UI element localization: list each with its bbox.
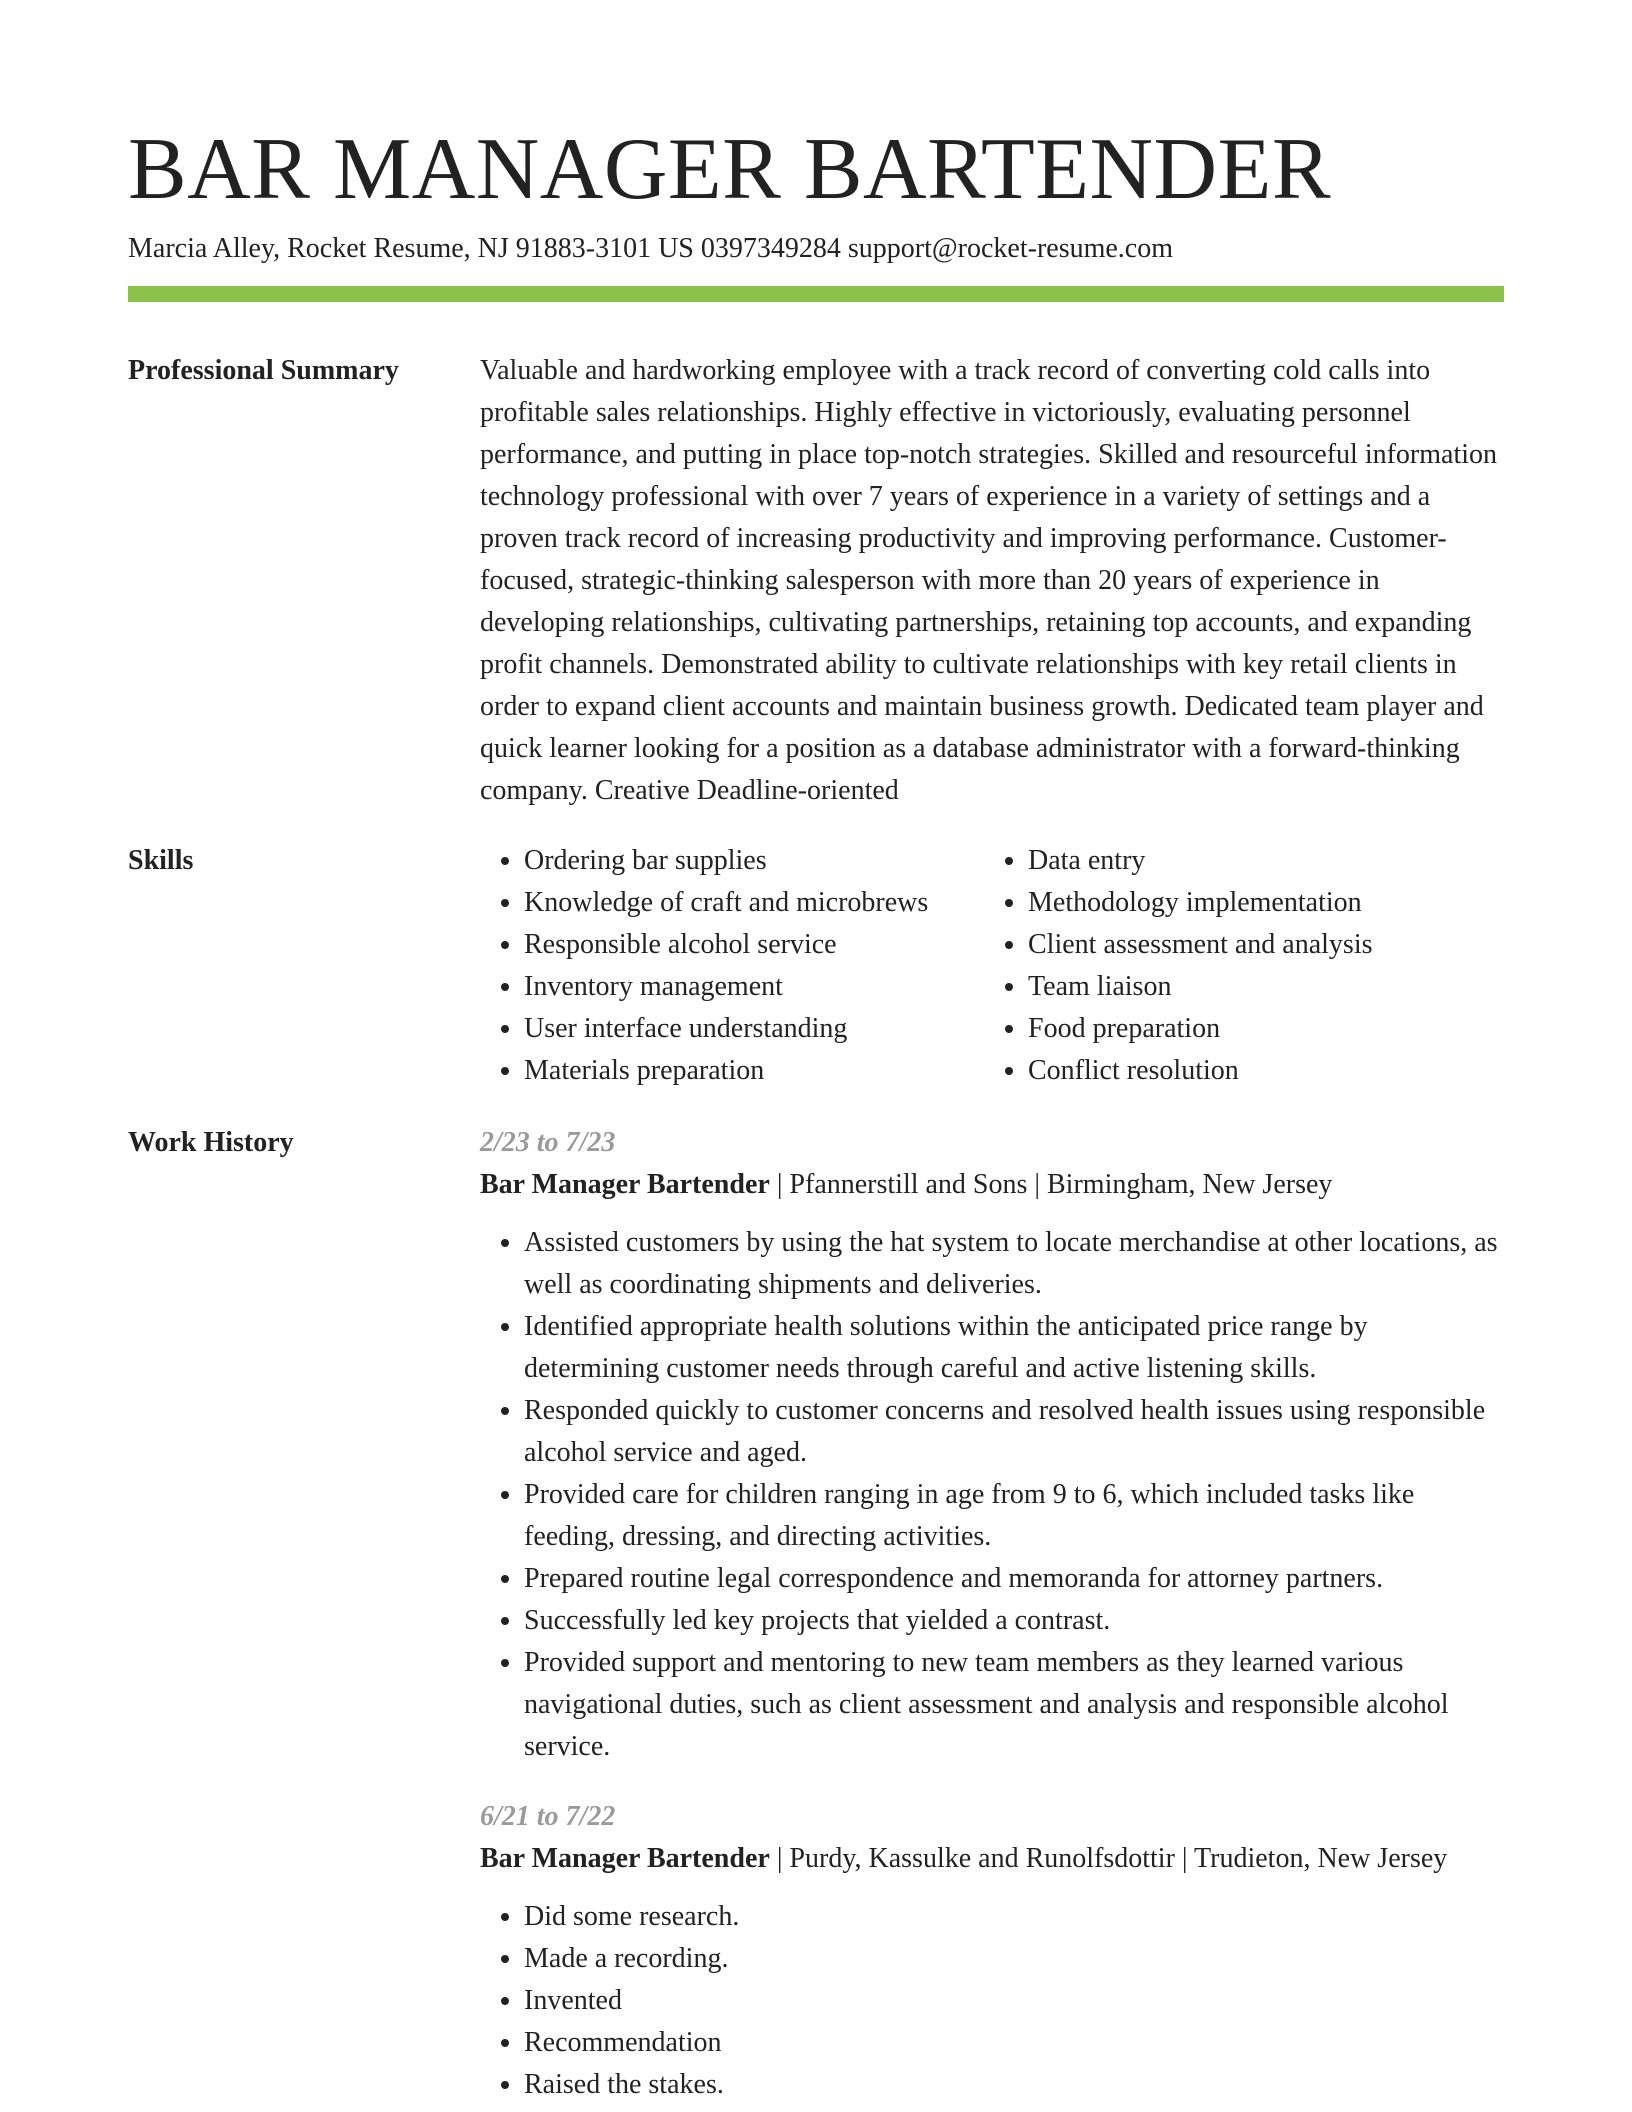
section-title-work-history: Work History [128,1127,294,1158]
skill-item: • Team liaison [1028,966,1488,1008]
job-title: Bar Manager Bartender [480,1169,770,1200]
job-bullet: • Identified appropriate health solutions within the anticipated price range by determining customer needs through careful and active listening skills. [524,1306,1504,1390]
job-bullet: • Recommendation [524,2022,1504,2064]
job-bullet: • Successfully led key projects that yielded a contrast. [524,1600,1504,1642]
skill-item: • Knowledge of craft and microbrews [524,882,984,924]
skill-item: • Responsible alcohol service [524,924,984,966]
skills-body [480,840,1504,1092]
skill-item: • Data entry [1028,840,1488,882]
job-bullet: • Did some research. [524,1896,1504,1938]
job-bullet: • Provided care for children ranging in age from 9 to 6, which included tasks like feeding, dressing, and directing activities. [524,1474,1504,1558]
job-bullet: • Assisted customers by using the hat system to locate merchandise at other locations, as well as coordinating shipments and deliveries. [524,1222,1504,1306]
job-bullet: • Provided support and mentoring to new team members as they learned various navigational duties, such as client assessment and analysis and responsible alcohol service. [524,1642,1504,1768]
job-dates: 2/23 to 7/23 [480,1127,616,1158]
resume-name-heading: BAR MANAGER BARTENDER [128,121,1332,218]
contact-line: Marcia Alley, Rocket Resume, NJ 91883-3101 US 0397349284 support@rocket-resume.com [128,233,1174,264]
job-bullet: • Responded quickly to customer concerns and resolved health issues using responsible alcohol service and aged. [524,1390,1504,1474]
work-history-body [480,1122,1504,2106]
section-title-summary: Professional Summary [128,355,399,386]
skill-item: • Inventory management [524,966,984,1008]
job-bullet: • Prepared routine legal correspondence and memoranda for attorney partners. [524,1558,1504,1600]
skill-item: • Ordering bar supplies [524,840,984,882]
skill-item: • Methodology implementation [1028,882,1488,924]
skills-list-right [984,840,1488,1092]
job-company-location: | Purdy, Kassulke and Runolfsdottir | Trudieton, New Jersey [769,1843,1448,1874]
job-title: Bar Manager Bartender [480,1843,770,1874]
skills-columns [480,840,1504,1092]
job-heading [480,1164,1504,1206]
job-entry [480,1122,1504,1768]
job-company-location: | Pfannerstill and Sons | Birmingham, New Jersey [769,1169,1333,1200]
summary-text: Valuable and hardworking employee with a track record of converting cold calls into profitable sales relationships. Highly effective in victoriously, evaluating personnel performance, and putting in place top-notch strategies. Skilled and resourceful information technology professional with over 7 years of experience in a variety of settings and a proven track record of increasing productivity and improving performance. Customer-focused, strategic-thinking salesperson with more than 20 years of experience in developing relationships, cultivating partnerships, retaining top accounts, and expanding profit channels. Demonstrated ability to cultivate relationships with key retail clients in order to expand client accounts and maintain business growth. Dedicated team player and quick learner looking for a position as a database administrator with a forward-thinking company. Creative Deadline-oriented [480,355,1498,806]
skill-item: • User interface understanding [524,1008,984,1050]
job-bullet: • Invented [524,1980,1504,2022]
section-title-skills: Skills [128,845,194,876]
job-heading [480,1838,1504,1880]
skill-item: • Materials preparation [524,1050,984,1092]
accent-divider [128,286,1504,302]
job-bullet: • Raised the stakes. [524,2064,1504,2106]
skills-list-left [480,840,984,1092]
job-bullet-list [480,1222,1504,1768]
job-bullet-list [480,1896,1504,2106]
job-entry [480,1796,1504,2106]
summary-body [480,350,1504,812]
skill-item: • Conflict resolution [1028,1050,1488,1092]
skill-item: • Food preparation [1028,1008,1488,1050]
job-dates: 6/21 to 7/22 [480,1801,616,1832]
job-bullet: • Made a recording. [524,1938,1504,1980]
skill-item: • Client assessment and analysis [1028,924,1488,966]
